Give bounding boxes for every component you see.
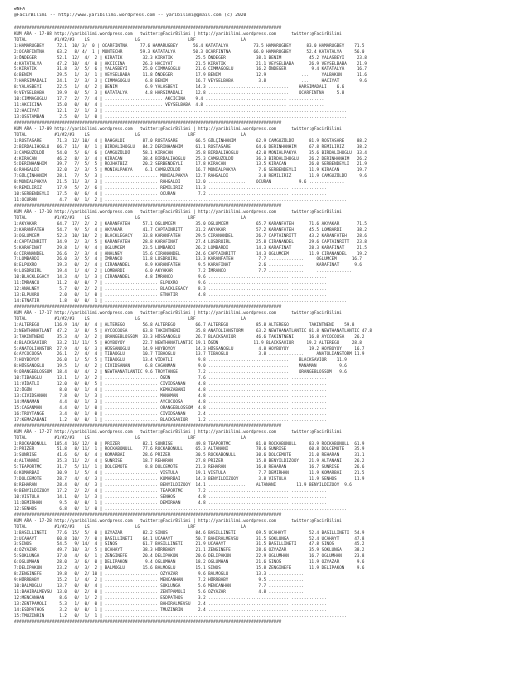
- table-row: 11:İMRANCO 11.2 0/ 0/ 7 | ..................... ELPUXRO 9.6 ................................ ..............: [14, 280, 327, 286]
- document-subtitle: @FacirBilimi -- http://www.yaribilimi.wordpress.com -- yaribilimi@gmail.com (c) 2020: [14, 12, 247, 18]
- table-row: 3:SINOS 54.5 9/ 14/ 4 | SINOS 61.7 BASILLINETI 21.9 UCAHAYT 31.5 BASILLINETI 47.8 SINOS 45.2: [14, 541, 365, 547]
- table-row: 11:OCURAN 4.7 0/ 1/ 2 | ................................................................................................: [14, 197, 347, 203]
- table-row: 3:ÖNDEGER 52.1 12/ 4/ 2 | KIRATIK 32.3 KIRATIK 25.5 ÖNDEGER 38.1 BENIM 45.2 YALASBEYI 23.8: [14, 54, 367, 60]
- table-row: 1:ROSTASARE 71.3 12/ 10/ 4 | RAHGALDI 87.0 ROSTASARE 66.5 GÜLÇİNHANIM 62.9 CAMGUZÜLDÜ 81.9 ROSTASARE 88.2: [14, 137, 367, 143]
- table-row: 9:HÜRRBABY 15.2 1/ 4/ 2 | ..................... MENCANHAN 7.2 HÜRRBABY 9.5 ..............: [14, 577, 304, 583]
- table-row: 6:AYCOCOOSA 26.1 2/ 4/ 4 | TIBAOGLU 10.7 TIBAOGLU 13.7 TIBAOGLU 3.8 .............. ANATOLIANSTORM 11.9: [14, 351, 365, 357]
- table-row: 10:SERBENDEYLI 17.5 0/ 6/ 4 | ..................... OCURAN 7.2 ................................ ..............: [14, 191, 327, 197]
- table-row: 6:CIRANANDEL 26.6 2/ 3/ 4 | ANALNEY 15.6 CIRANANDEL 24.6 CAPTAINRITT 14.3 OGLUMCEM 11.9 CIRANANDEL 19.2: [14, 250, 367, 256]
- block-header: KUM ARA - 17-27 http://yaribilimi.wordpress.com twitter:@FacirBilimi | http://yaribilimi.wordpress.com twitter:@FacirBilimi: [14, 428, 342, 434]
- table-row: 4:CAPTAINRITT 34.9 2/ 3/ 5 | KARANFATEH 28.8 KARAFINAT 27.4 LOSDRUIRL 25.8 CIRANANDEL 29.6 CAPTAINRITT 23.8: [14, 238, 367, 244]
- table-row: 8:ZENGINEFE 19.8 0/ 2/ 10 | ..................... OZYAZAR 9.6 BALMOGLU 13.3 ..............: [14, 571, 304, 577]
- table-row: 6:RAHGALDI 32.0 2/ 3/ 5 | MONIALPAKYA 6.1 CAMGUZÜLDÜ 16.7 MONIALPAKYA 7.6 SERBENDEYLI 11.9 KIRACAN 19.7: [14, 167, 367, 173]
- table-row: 12:HACIYAT 12.1 2/ 1/ 3 | ................................................................................................: [14, 108, 347, 113]
- table-row: 13:CIVIDSANAN 7.8 0/ 1/ 3 | ..................... MANAMAN 4.8 ................................ ..............: [14, 393, 327, 398]
- table-row: 10:VISTULA 14.1 0/ 1/ 3 | ..................... SENHOS 4.8 ................................ ..............: [14, 493, 327, 499]
- table-row: 4:ALTANANI 35.3 11/ 2/ 4 | SUNRISE 18.7 REHARAN 27.8 PRIZER 15.8 BENYILDIZOOY 21.9 ALTANANI 26.2: [14, 458, 365, 464]
- column-header: TOTAL #1/#2/#3 LS LG LRF LA: [14, 36, 246, 42]
- separator-line: ##########################################################################################################: [14, 422, 282, 428]
- separator-line: ##########################################################################################################: [14, 618, 282, 624]
- table-row: 5:SOKLUNGA 37.0 4/ 6/ 1 | ZENGINEFE 20.4 DELIPAKON 20.6 DELIPAKON 22.9 OGLUMHAN 16.7 OGLUMHAN 23.8: [14, 553, 365, 559]
- table-row: 8:HÜSSANOGLU 19.5 1/ 4/ 2 | CIVIDSANAN 6.8 CAGANMAN 9.0 ................................ MANAMAN 9.6: [14, 363, 347, 369]
- table-row: 13:OSSTAMBAN 2.5 0/ 1/ 0 | ................................................................................................: [14, 113, 347, 119]
- table-row: 11:VİDATLI 12.0 0/ 0/ 5 | ..................... CIVIDSANAN 4.8 ................................ ..............: [14, 381, 327, 387]
- table-row: 2:BIRDALIHOGLU 66.7 11/ 8/ 1 | BIRDALIHOGLU 84.2 DERINHANHIM 61.1 ROSTASARE 64.6 DERINHANHIM 67.8 REMILIRIZ 38.2: [14, 143, 367, 149]
- table-row: 9:LOSDRUIRL 19.4 1/ 4/ 2 | LOMBARDI 6.0 AKYAKAR 7.2 İMRANCO 7.7 .............. ..............: [14, 268, 352, 274]
- table-row: 11:BAHIRALMEVSU 13.0 0/ 2/ 0 | ..................... ZENTPAMOLI 5.6 OZYAZAR 4.8 ..............: [14, 588, 304, 594]
- table-row: 12:MENCANHAN 8.6 0/ 1/ 2 | ..................... ESDPATHOS 3.2 ................................ ..............: [14, 594, 327, 600]
- table-row: 7:GÜLÇİNHANIM 28.1 7/ 5/ 3 | ..................... MONIALPAKYA 12.7 RAHGALDI 3.8 REMILIRIZ 11.9 CAMGUZÜLDÜ 9.6: [14, 173, 367, 179]
- table-row: 12:ÖGÜN 8.0 0/ 1/ 4 | ..................... KEMAZABANI 4.8 ................................ ..............: [14, 387, 327, 393]
- separator-line: ##########################################################################################################: [14, 119, 282, 125]
- separator-line: ##########################################################################################################: [14, 303, 282, 309]
- table-row: 7:HARSIMADALI 24.1 2/ 3/ 3 | CIMMAGOGLU 6.8 BENIM 16.7 VEYSELBABA 3.8 ... HACIYAT 9.6: [14, 78, 367, 84]
- table-row: 2:KARANFATEH 54.7 9/ 5/ 4 | AKYAKAR 41.7 CAPTAINRITT 31.2 AKYAKAR 57.2 KARANFATEH 45.5 LOMBARDI 38.2: [14, 226, 367, 232]
- column-header: TOTAL #1/#2/#3 LS LG LRF LA: [14, 523, 246, 529]
- ranking-block: [14, 518, 528, 625]
- table-row: 3:OGLUMCEM 52.3 10/ 10/ 2 | BLACKLEGACY 33.8 KARANFATEH 29.5 CIRANANDEL 26.7 CAPTAINRITT 43.2 KARANFATEH 28.6: [14, 232, 367, 238]
- table-row: 13:ELPUXRO 2.0 0/ 1/ 0 | ..................... ETNATIR 4.8 ................................ ..............: [14, 292, 327, 298]
- table-row: 15:TMUZINRIN 1.2 0/ 1/ 1 | ................................................................................................: [14, 612, 347, 618]
- table-row: 1:BASILLINETI 77.6 15/ 5/ 0 | OZYAZAR 82.2 SINOS 84.6 BASILLINETI 69.5 UCAHAYT 52.4 BASILLINETI 54.9: [14, 529, 365, 535]
- table-row: 8:ELPUXRO 19.3 0/ 2/ 4 | CIRANANDEL 8.9 KARANFATEH 9.5 KARAFINAT 2.6 .............. KARAFINAT 9.6: [14, 262, 362, 268]
- table-row: 5:TEAPORTMC 31.7 5/ 11/ 1 | DOLCEMOTE 8.8 DOLCEMOTE 21.3 REHARAN 16.8 REHARAN 16.7 SUNRISE 26.6: [14, 464, 365, 470]
- table-row: 1:AKYAKAR 64.7 17/ 2/ 2 | KARANFATEH 57.1 OGLUMCEM 35.0 OGLUMCEM 65.7 KARANFATEH 71.6 AKYAKAR 71.5: [14, 220, 367, 226]
- table-row: 13:ZENTPAMOLI 5.3 1/ 0/ 0 | ..................... BAHIRALMEVSU 2.4 ................................ ..............: [14, 600, 327, 606]
- ranking-block: [14, 25, 528, 126]
- table-row: 17:KEMAZABANI 1.2 0/ 0/ 1 | ..................... BLACKSAVIOR 1.2 ................................ ..............: [14, 416, 327, 422]
- column-header: TOTAL #1/#2/#3 LS LG LRF LA: [14, 434, 246, 440]
- column-header: TOTAL #1/#2/#3 LS LG LRF LA: [14, 315, 246, 321]
- block-header: KUM ARA - 17-10 http://yaribilimi.wordpress.com twitter:@FacirBilimi | http://yaribilimi.wordpress.com twitter:@FacirBilimi: [14, 208, 342, 214]
- table-row: 11:DEMIRHAN 9.5 0/ 0/ 1 | ..................... DEMIRHAN 4.8 ................................ ..............: [14, 499, 327, 505]
- table-row: 10:CIMMAGOGLU 17.7 2/ 7/ 4 | ....................... AKCICINA 9.4 ................................ ..............: [14, 96, 325, 102]
- table-row: 10:TIBAOGLU 13.1 1/ 3/ 2 | ..................... ÖGÜN 7.6 ................................ ..............: [14, 375, 327, 381]
- table-row: 2:NEWTHANATLANT 47.2 3/ 8/ 5 | AYCOCOOSA 63.8 TAKINTNENI 35.8 ANATOLIANSTORM 63.2 NEWTHANATLANTIC 81.8 NEWTHANATLANTIC 47.8: [14, 327, 372, 333]
- table-row: 6:KOMARBAI 30.9 1/ 5/ 4 | ..................... VISTULA 19.1 VISTULA 7.7 DEMIRHAN 11.9 KOMARBAI 21.5: [14, 470, 365, 476]
- table-row: 1:ALTEREGO 116.9 14/ 8/ 4 | ALTEREGO 56.8 ALTEREGO 66.7 ALTEREGO 85.8 ALTEREGO TAKINTNENI 59.8: [14, 321, 355, 327]
- table-row: 3:SUNRISE 41.6 6/ 6/ 4 | KOMARBAI 28.6 PRIZER 30.5 ROCKABONULL 30.6 DOLCEMOTE 21.0 REHARAN 31.1: [14, 452, 365, 458]
- table-row: 4:OZYAZAR 49.7 10/ 3/ 5 | UCAHAYT 38.3 HÜRRBABY 21.1 ZENGINEFE 28.6 OZYAZAR 35.9 SOKLUNGA 38.2: [14, 547, 365, 553]
- ranking-tables: [14, 25, 528, 625]
- table-row: 12:ANALNEY 5.7 0/ 2/ 2 | ..................... BLACKLEGACY 8.3 ................................ ..............: [14, 286, 327, 292]
- block-header: KUM ARA - 17-09 http://yaribilimi.wordpress.com twitter:@FacirBilimi | http://yaribilimi.wordpress.com twitter:@FacirBilimi: [14, 125, 342, 131]
- table-row: 2:UCAHAYT 60.8 10/ 7/ 0 | BASILLINETI 64.1 UCAHAYT 50.7 BAHIRALMEVSU 31.5 SOKLUNGA 52.4 UCAHAYT 47.8: [14, 535, 365, 541]
- table-row: 7:HOYBOYOY 26.0 1/ 5/ 5 | TIBAOGLU 13.4 VİDATLI 9.8 ................................ BLACKSAVIOR 11.9: [14, 357, 347, 363]
- table-row: 8:MONIALPAKYA 21.5 11/ 3/ 3 | ..................... RAHGALDI 12.0 ............... OCURAN 9.6 ..............: [14, 179, 345, 185]
- block-header: KUM ARA - 17-08 http://yaribilimi.wordpress.com twitter:@FacirBilimi | http://yaribilimi.wordpress.com twitter:@FacirBilimi: [14, 30, 342, 36]
- table-row: 6:BENIM 29.5 1/ 3/ 1 | VEYSELBABA 11.8 ÖNDEGER 17.9 BENIM 12.9 ... YALBAKUN 11.6: [14, 72, 367, 78]
- table-row: 14:ETNATIR 1.8 0/ 0/ 1 | ................................................................................................: [14, 298, 347, 303]
- ranking-block: [14, 209, 528, 310]
- table-row: 9:BENYILDIZOOY 17.2 2/ 2/ 4 | ..................... TEAPORTMC 7.2 ................................ ..............: [14, 488, 327, 493]
- table-row: 4:KATATALYA 47.2 10/ 4/ 0 | AKCICINA 26.3 HACIYAT 21.5 KIRATIK 21.1 VEYSELBABA 26.9 VEYSELBABA 21.9: [14, 60, 367, 66]
- column-header: TOTAL #1/#2/#3 LS LG LRF LA: [14, 131, 246, 137]
- separator-line: ##########################################################################################################: [14, 511, 282, 517]
- table-row: 1:HAMARUGBEY 72.1 10/ 3/ 0 | OCARFINTNA 77.6 HAMARUGBEY 56.4 KATATALYA 73.5 HAMARUGBEY 83.0 HAMARUGBEY 71.5: [14, 42, 365, 48]
- table-row: 5:ANATOLIANSTOR 27.9 4/ 6/ 3 | HÜSSANOGLU 14.9 HOYBOYOY 14.3 HÜSSANOGLU 4.8 HOYBOYOY 19.2 HOYBOYOY 16.7: [14, 345, 365, 351]
- table-row: 9:REMILIRIZ 17.9 5/ 2/ 6 | ..................... REMILIRIZ 11.3 ................................ ..............: [14, 185, 327, 191]
- separator-line: ##########################################################################################################: [14, 203, 282, 208]
- column-header: TOTAL #1/#2/#3 LS LG LRF LA: [14, 214, 246, 220]
- table-row: 3:TAKINTNENI 35.3 4/ 3/ 2 | ORANGEBLOSSOM 33.3 HÜSSANOGLU 26.7 BLACKSAVIOR 46.6 TAKINTNENI 16.8 AYCOCOOSA 26.2: [14, 333, 365, 339]
- table-row: 7:DOLCEMOTE 28.7 4/ 4/ 3 | ..................... KOMARBAI 14.3 BENYILDIZOOY 3.8 VISTULA 11.9 SENHOS 11.9: [14, 476, 365, 482]
- table-row: 8:YALASBEYI 22.5 1/ 4/ 2 | BENIM 6.9 YALASBEYI 14.3 ................................ HARSIMADALI 6.6: [14, 84, 345, 90]
- separator-line: ##########################################################################################################: [14, 24, 282, 30]
- ranking-block: [14, 310, 528, 429]
- document-title: ƏNFA: [14, 7, 26, 12]
- table-row: 4:BLACKSAVIOR 33.2 11/ 11/ 5 | HOYBOYOY 22.7 NEWTHANATLANTIC 19.1 ÖGÜN 11.9 BLACKSAVIOR 19.2 ALTEREGO 28.8: [14, 339, 362, 345]
- table-row: 4:KIRACAN 46.2 8/ 3/ 4 | KIRACAN 38.4 BIRDALIHOGLU 25.3 CAMGUZÜLDÜ 36.3 BIRDALIHOGLU 26.2 DERINHANHIM 26.2: [14, 155, 367, 161]
- table-row: 14:MANAMAN 4.4 0/ 1/ 3 | ..................... AYCOCOOSA 4.8 ................................ ..............: [14, 398, 327, 404]
- table-row: 12:SENHOS 6.8 0/ 1/ 0 | ................................................................................................: [14, 505, 347, 511]
- table-row: 9:VEYSELBABA 19.9 0/ 5/ 3 | KATATALYA 4.8 HARSIMADALI 12.8 ................................ OCARFINTNA 5.8: [14, 90, 345, 96]
- block-header: KUM ARA - 17-28 http://yaribilimi.wordpress.com twitter:@FacirBilimi | http://yaribilimi.wordpress.com twitter:@FacirBilimi: [14, 517, 342, 523]
- table-row: 2:PRIZER 51.8 8/ 11/ 1 | ROCKABONULL 77.6 ROCKABONULL 65.3 ALTANANI 78.6 SUNRISE 60.8 DOLCEMOTE 35.9: [14, 446, 365, 452]
- ranking-block: [14, 429, 528, 518]
- table-row: 10:BLACKLEGACY 14.3 4/ 1/ 3 | CIRANANDEL 4.8 İMRANCO 9.6 ................................ ..............: [14, 274, 327, 280]
- table-row: 15:CAGANMAN 4.4 0/ 1/ 0 | ..................... ORANGEBLOSSOM 4.8 ................................ ..............: [14, 404, 327, 410]
- table-row: 9:ORANGEBLOSSOM 18.4 0/ 4/ 2 | NEWTHANATLANTIC 9.6 TROYTANGE 7.2 ................................ ORANGEBLOSSOM 9.6: [14, 369, 347, 375]
- table-row: 8:REHARAN 28.4 0/ 4/ 3 | ..................... BENYILDIZOOY 14.1 ............... ALTANANI 11.9 BENYILDIZOOY 9.6: [14, 482, 352, 488]
- table-row: 3:CAMGUZÜLDÜ 54.0 5/ 6/ 6 | CAMGUZÜLDÜ 58.1 KIRACAN 35.8 BIRDALIHOGLU 42.0 MONIALPAKYA 35.6 BIRDALIHOGLU 33.4: [14, 149, 367, 155]
- table-row: 14:ESDPATHOS 3.2 0/ 0/ 1 | ..................... TMUZINRIN 2.4 ................................ ..............: [14, 606, 327, 612]
- table-row: 5:KARAFINAT 29.8 1/ 9/ 4 | OGLUMCEM 23.5 LOMBARDI 26.2 LOMBARDI 14.3 KARAFINAT 28.3 KARAFINAT 21.5: [14, 244, 367, 250]
- table-row: 6:OGLUMHAN 28.0 3/ 6/ 0 | DELIPAKON 9.4 OGLUMHAN 18.2 OGLUMHAN 21.6 SINOS 11.9 OZYAZAR 9.6: [14, 559, 365, 565]
- table-row: 5:KIRATIK 31.8 3/ 5/ 6 | YALASBEYI 25.0 CIMMAGOGLU 21.6 CIMMAGOGLU 16.2 ÖNDEGER 9.4 KATATALYA 16.7: [14, 66, 367, 72]
- table-row: 5:DERINHANHIM 39.7 7/ 5/ 5 | ROJHATBIZ 20.2 SERBENDEYLI 17.8 KIRACAN 13.5 KIRACAN 26.0 SERBENDEYLI 21.9: [14, 161, 367, 167]
- table-row: 2:OCARFINTNA 63.2 8/ 4/ 1 | MONTECHR 59.3 KATATALYA 50.3 OCARFINTNA 66.0 HAMARUGBEY 52.4 KATATALYA 56.0: [14, 48, 365, 54]
- table-row: 10:BALMOGLU 13.7 0/ 0/ 4 | ..................... SOKLUNGA 5.6 MENCANHAN 7.7 ..............: [14, 583, 304, 588]
- table-row: 7:DELIPAKON 23.2 4/ 3/ 2 | BALMOGLU 15.6 BALMOGLU 15.1 SINOS 15.8 ZENGINEFE 11.9 DELIPAKON 9.6: [14, 565, 365, 571]
- block-header: KUM ARA - 17-17 http://yaribilimi.wordpress.com twitter:@FacirBilimi | http://yaribilimi.wordpress.com twitter:@FacirBilimi: [14, 309, 342, 315]
- table-row: 1:ROCKABONULL 105.4 16/ 12/ 0 | PRIZER 82.1 SUNRISE 49.8 TEAPORTMC 81.0 ROCKABONULL 83.9 ROCKABONULL 61.9: [14, 440, 365, 446]
- table-row: 11:AKCICINA 15.0 0/ 0/ 4 | ....................... VEYSELBABA 4.8 ................................ ..............: [14, 102, 325, 108]
- table-row: 16:TROYTANGE 3.4 0/ 1/ 0 | ..................... CIVIDSANAN 2.4 ................................ ..............: [14, 410, 327, 416]
- ranking-block: [14, 126, 528, 209]
- table-row: 7:LOMBARDI 26.0 3/ 5/ 4 | İMRANCO 11.8 LOSDRUIRL 13.3 KARANFATEH 7.7 .............. OGLUMCEM 16.7: [14, 256, 362, 262]
